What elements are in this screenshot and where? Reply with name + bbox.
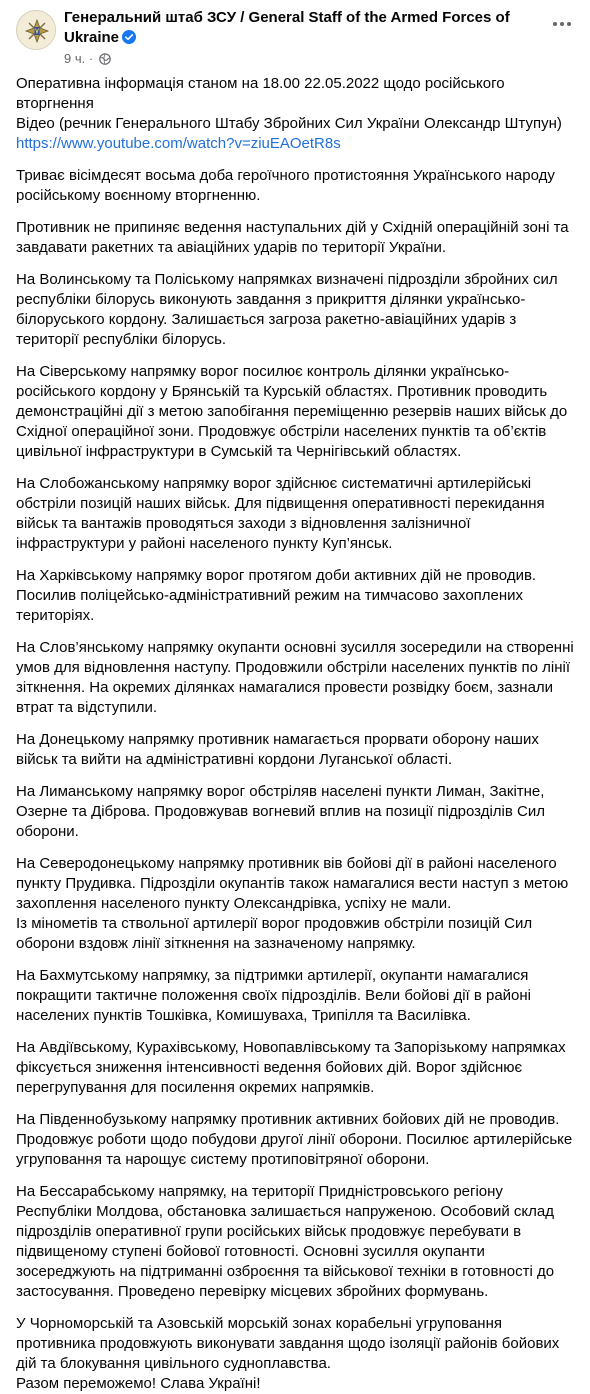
paragraph-black-sea-text: У Чорноморській та Азовській морській зонах корабельні угруповання противника продовжують виконувати завдання щодо ізоляції районів бойових дій та блокування цивільного судноплавства. bbox=[16, 1315, 560, 1372]
meta-separator: · bbox=[88, 51, 94, 66]
post-body bbox=[16, 74, 574, 1394]
paragraph-sievierodonetsk-part-2: Із мінометів та ствольної артилерії ворог продовжив обстріли позицій Сил оборони вздовж лінії зіткнення на зазначеному напрямку. bbox=[16, 915, 533, 952]
armed-forces-emblem-icon bbox=[17, 11, 56, 50]
intro-line-1: Оперативна інформація станом на 18.00 22.05.2022 щодо російського вторгнення bbox=[16, 75, 505, 112]
closing-line: Разом переможемо! Слава Україні! bbox=[16, 1375, 261, 1392]
paragraph-east-zone: Противник не припиняє ведення наступальних дій у Східній операційній зоні та завдавати ракетних та авіаційних ударів по території України. bbox=[16, 219, 569, 256]
avatar[interactable] bbox=[16, 10, 56, 50]
paragraph-slobozhansk: На Слобожанському напрямку ворог здійснює систематичні артилерійські обстріли позицій наших військ. Для підвищення оперативності перекидання військ та вантажів проводяться заходи з відновлення залізничної інфраструктури у районі населеного пункту Куп’янськ. bbox=[16, 475, 545, 552]
more-options-button[interactable] bbox=[550, 12, 574, 36]
paragraph-donetsk: На Донецькому напрямку противник намагається прорвати оборону наших військ та вийти на адміністративні кордони Луганської області. bbox=[16, 731, 539, 768]
paragraph-black-sea bbox=[16, 1314, 574, 1394]
more-options-icon bbox=[552, 21, 572, 27]
paragraph-sievierodonetsk bbox=[16, 854, 574, 954]
verified-badge-icon bbox=[122, 30, 136, 44]
paragraph-bakhmut: На Бахмутському напрямку, за підтримки артилерії, окупанти намагалися покращити тактичне положення своїх підрозділів. Вели бойові дії в районі населених пунктів Тошківка, Комишуваха, Трипілля та Василівка. bbox=[16, 967, 532, 1024]
paragraph-day: Триває вісімдесят восьма доба героїчного протистояння Українського народу російському воєнному вторгненню. bbox=[16, 167, 555, 204]
paragraph-volyn-polissia: На Волинському та Поліському напрямках визначені підрозділи збройних сил республіки білорусь виконують завдання з прикриття ділянки українсько-білоруського кордону. Залишається загроза ракетно-авіаційних ударів з території республіки білорусь. bbox=[16, 271, 558, 348]
paragraph-siversk: На Сіверському напрямку ворог посилює контроль ділянки українсько-російського кордону у Брянській та Курській областях. Противник проводить демонстраційні дії з метою запобігання переміщенню резервів наших військ до Східної операційної зони. Продовжує обстріли населених пунктів та об’єктів цивільної інфраструктури в Сумській та Чернігівський областях. bbox=[16, 363, 568, 460]
author-name-text[interactable]: Генеральний штаб ЗСУ / General Staff of the Armed Forces of Ukraine bbox=[64, 9, 510, 46]
paragraph-bessarabia: На Бессарабському напрямку, на території Придністровського регіону Республіки Молдова, обстановка залишається напруженою. Особовий склад підрозділів оперативної групи російських військ продовжує перебувати в підвищеному ступені бойової готовності. Основні зусилля окупанти зосереджують на підтриманні озброєння та військової техніки в готовності до застосування. Проведено перевірку місцевих збройних формувань. bbox=[16, 1183, 555, 1300]
intro-line-2: Відео (речник Генерального Штабу Збройних Сил України Олександр Штупун) bbox=[16, 115, 562, 132]
paragraph-sloviansk: На Слов’янському напрямку окупанти основні зусилля зосередили на створенні умов для відновлення наступу. Продовжили обстріли населених пунктів по лінії зіткнення. На окремих ділянках намагалися провести розвідку боєм, зазнали втрат та відступили. bbox=[16, 639, 574, 716]
paragraph-lyman: На Лиманському напрямку ворог обстріляв населені пункти Лиман, Закітне, Озерне та Діброва. Продовжував вогневий вплив на позиції підрозділів Сил оборони. bbox=[16, 783, 545, 840]
post-header bbox=[16, 8, 576, 68]
video-link[interactable]: https://www.youtube.com/watch?v=ziuEAOetR8s bbox=[16, 135, 341, 152]
intro-paragraph bbox=[16, 74, 574, 154]
post-timestamp[interactable]: 9 ч. bbox=[64, 51, 86, 66]
post-meta bbox=[64, 51, 111, 67]
author-name[interactable] bbox=[64, 8, 524, 48]
paragraph-south-buh: На Південнобузькому напрямку противник активних бойових дій не проводив. Продовжує роботи щодо побудови другої лінії оборони. Посилює артилерійське угруповання та нарощує систему протиповітряної оборони. bbox=[16, 1111, 573, 1168]
paragraph-sievierodonetsk-part-1: На Северодонецькому напрямку противник вів бойові дії в районі населеного пункту Прудивка. Підрозділи окупантів також намагалися вести наступ з метою захоплення населеного пункту Олександрівка, успіху не мали. bbox=[16, 855, 569, 912]
paragraph-kharkiv: На Харківському напрямку ворог протягом доби активних дій не проводив. Посилив поліцейсько-адміністративний режим на тимчасово захоплених територіях. bbox=[16, 567, 537, 624]
paragraph-avdiivka: На Авдіївському, Курахівському, Новопавлівському та Запорізькому напрямках фіксується зниження інтенсивності ведення бойових дій. Ворог здійснює перегрупування для посилення окремих напрямків. bbox=[16, 1039, 566, 1096]
globe-icon bbox=[99, 53, 111, 65]
